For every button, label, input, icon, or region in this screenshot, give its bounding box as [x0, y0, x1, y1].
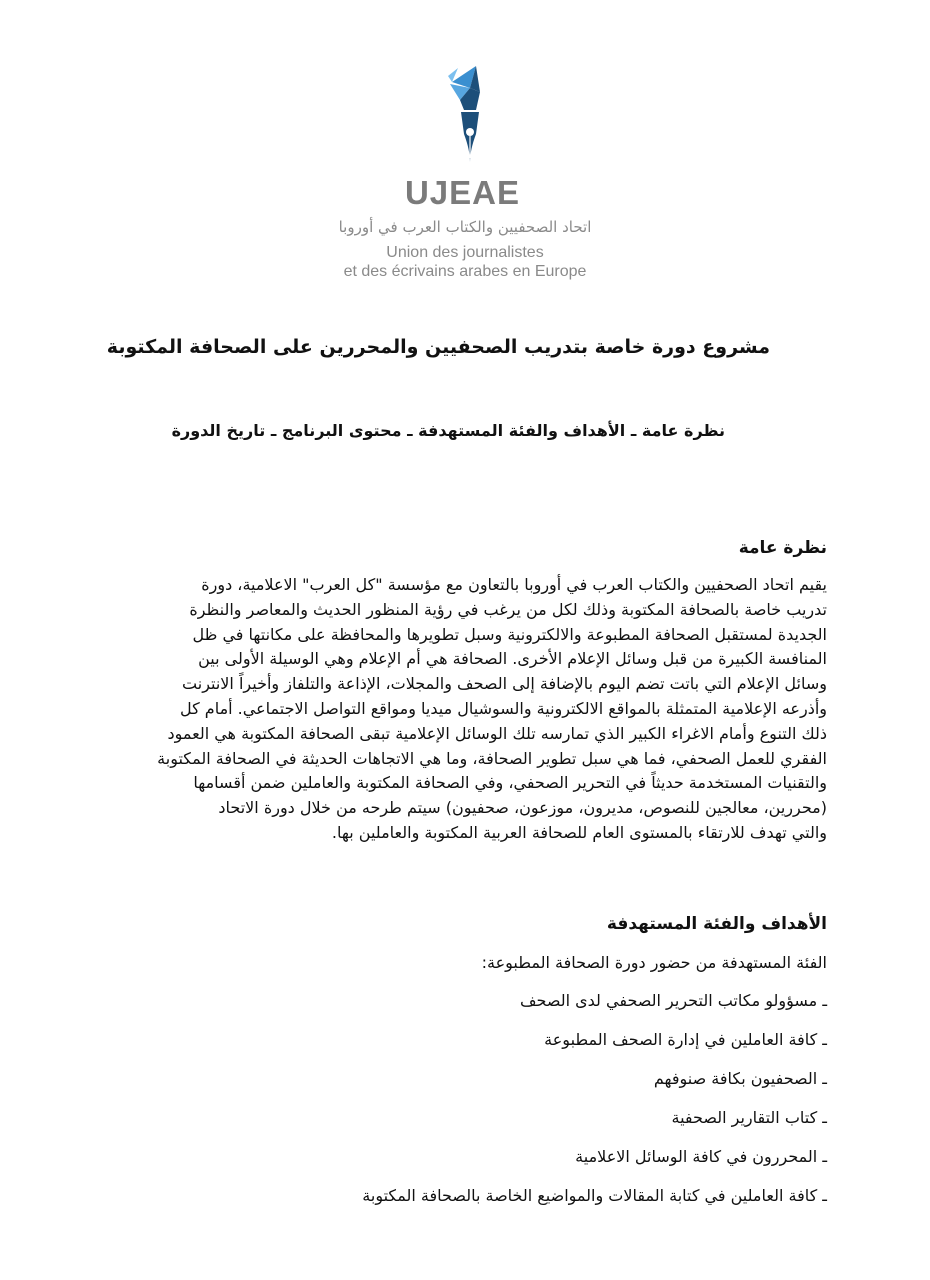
paragraph-line: (محررين، معالجين للنصوص، مديرون، موزعون، صحفيون) سيتم طرحه من خلال دورة الاتحاد	[218, 798, 827, 818]
list-item: ـ الصحفيون بكافة صنوفهم	[653, 1069, 827, 1088]
fountain-pen-icon	[440, 62, 490, 172]
logo-arabic-name: اتحاد الصحفيين والكتاب العرب في أوروبا	[338, 218, 592, 236]
target-audience-intro: الفئة المستهدفة من حضور دورة الصحافة المطبوعة:	[481, 953, 827, 972]
paragraph-line: والتي تهدف للارتقاء بالمستوى العام للصحافة العربية المكتوبة والعاملين بها.	[331, 822, 827, 842]
paragraph-line: وسائل الإعلام التي باتت تضم اليوم بالإضافة إلى الصحف والمجلات، الإذاعة والتلفاز وأخيراً الانترنت	[182, 674, 827, 694]
document-subtitle: نظرة عامة ـ الأهداف والفئة المستهدفة ـ محتوى البرنامج ـ تاريخ الدورة	[171, 421, 725, 440]
paragraph-line: والتقنيات المستخدمة حديثاً في التحرير الصحفي، وفي الصحافة المكتوبة والعاملين ضمن أقسامها	[193, 773, 827, 793]
logo-french-line-1: Union des journalistes	[386, 244, 544, 261]
logo-french-line-2: et des écrivains arabes en Europe	[343, 263, 587, 280]
organization-logo	[330, 62, 600, 287]
paragraph-line: يقيم اتحاد الصحفيين والكتاب العرب في أوروبا بالتعاون مع مؤسسة "كل العرب" الاعلامية، دورة	[201, 575, 827, 594]
paragraph-line: الجديدة لمستقبل الصحافة المطبوعة والالكترونية وسبل تطويرها والمحافظة على مكانتها في ظل	[192, 624, 827, 644]
paragraph-line: المنافسة الكبيرة من قبل وسائل الإعلام الأخرى. الصحافة هي أم الإعلام وهي الوسيلة الأولى بين	[198, 649, 827, 669]
list-item: ـ كتاب التقارير الصحفية	[671, 1108, 827, 1127]
overview-heading: نظرة عامة	[738, 538, 827, 558]
list-item: ـ كافة العاملين في كتابة المقالات والمواضيع الخاصة بالصحافة المكتوبة	[362, 1186, 827, 1205]
list-item: ـ المحررون في كافة الوسائل الاعلامية	[575, 1147, 827, 1166]
list-item: ـ كافة العاملين في إدارة الصحف المطبوعة	[544, 1030, 827, 1049]
logo-name: UJEAE	[404, 174, 521, 211]
list-item: ـ مسؤولو مكاتب التحرير الصحفي لدى الصحف	[519, 991, 827, 1010]
document-title: مشروع دورة خاصة بتدريب الصحفيين والمحررين على الصحافة المكتوبة	[106, 336, 770, 358]
paragraph-line: ذلك التنوع وأمام الاغراء الكبير الذي تمارسه تلك الوسائل الإعلامية تبقى الصحافة المكتوبة هي العمود	[167, 723, 827, 743]
goals-heading: الأهداف والفئة المستهدفة	[606, 914, 827, 934]
paragraph-line: الفقري للعمل الصحفي، فما هي سبل تطوير الصحافة، وما هي الاتجاهات الحديثة في الصحافة المكتوبة	[157, 748, 827, 768]
paragraph-line: وأذرعه الإعلامية المتمثلة بالمواقع الالكترونية والسوشيال ميديا ومواقع التواصل الاجتماعي. أمام كل	[179, 698, 827, 718]
target-audience-list	[227, 988, 827, 1222]
overview-paragraph	[100, 573, 827, 846]
paragraph-line: تدريب خاصة بالصحافة المكتوبة وذلك لكل من يرغب في رؤية المنظور الحديث والمعاصر والنظرة	[189, 599, 827, 619]
